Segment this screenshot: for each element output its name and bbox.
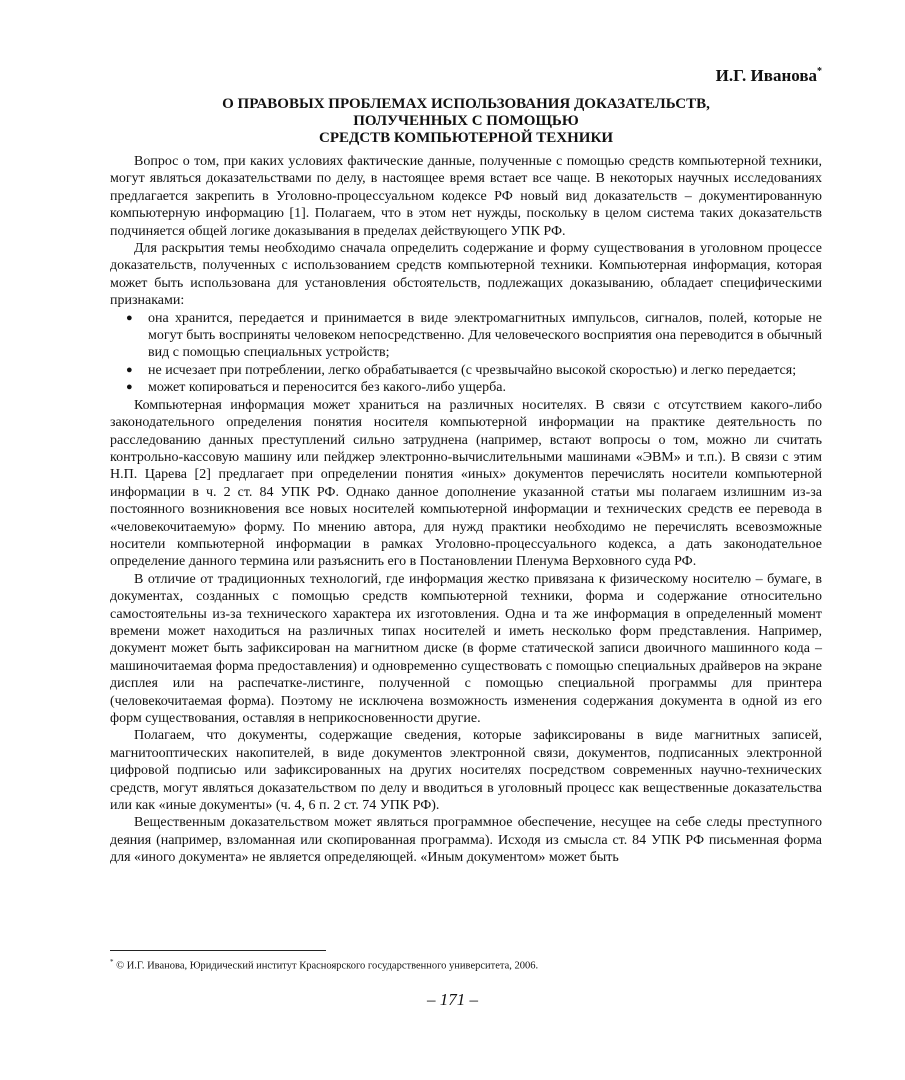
paragraph-6: Вещественным доказательством может являться программное обеспечение, несущее на себе следы преступного деяния (например, взломанная или скопированная программа). Исходя из смысла ст. 84 УПК РФ письменная форма для «иного документа» не является определяющей. «Иным документом» может быть (110, 815, 822, 866)
paragraph-2: Для раскрытия темы необходимо сначала определить содержание и форму существования в уголовном процессе доказательств, полученных с использованием средств компьютерной техники. Компьютерная информация, которая может быть использована для установления обстоятельств, подлежащих доказыванию, обладает специфическими признаками: (110, 241, 822, 309)
footnote (110, 958, 822, 972)
footnote-divider (110, 950, 326, 951)
footnote-marker: * (110, 958, 114, 966)
page-number: – 171 – (427, 990, 478, 1009)
bullet-icon: ● (126, 381, 133, 394)
list-item-text: может копироваться и переносится без какого-либо ущерба. (148, 380, 506, 396)
paragraph-5: Полагаем, что документы, содержащие сведения, которые зафиксированы в виде магнитных записей, магнитооптических накопителей, в виде документов электронной связи, документов, подписанных электронной цифровой подписью или зафиксированных на других носителях посредством современных научно-технических средств, могут являться доказательством по делу и вводиться в уголовный процесс как вещественные доказательства или как «иные документы» (ч. 4, 6 п. 2 ст. 74 УПК РФ). (110, 728, 822, 814)
article-title (110, 96, 822, 147)
list-item-text: не исчезает при потреблении, легко обрабатывается (с чрезвычайно высокой скоростью) и легко передается; (148, 362, 797, 378)
paragraph-4: В отличие от традиционных технологий, где информация жестко привязана к физическому носителю – бумаге, в документах, созданных с помощью средств компьютерной техники, форма и содержание относительно самостоятельны из-за технического характера их изготовления. Одна и та же информация в определенный момент времени может находиться на различных типах носителей и иметь несколько форм представления. Например, документ может быть зафиксирован на магнитном диске (в форме статической записи двоичного машинного кода – машиночитаемая форма предоставления) и одновременно существовать с помощью специальных драйверов на экране дисплея или на распечатке-листинге, полученной с помощью специальной программы для принтера (человекочитаемая форма). Поэтому не исключена возможность изменения содержания документа в одной из его форм существования, оставляя в неприкосновенности другие. (110, 571, 822, 726)
paragraph-3: Компьютерная информация может храниться на различных носителях. В связи с отсутствием какого-либо законодательного определения понятия носителя компьютерной информации на практике деятельность по расследованию данных преступлений сильно затруднена (например, встают вопросы о том, можно ли считать контрольно-кассовую машину или пейджер электронно-вычислительными машинами «ЭВМ» и т.п.). В связи с этим Н.П. Царева [2] предлагает при определении понятия «иных» документов перечислять носители компьютерной информации в ч. 2 ст. 84 УПК РФ. Однако данное дополнение указанной статьи мы полагаем излишним из-за постоянного возникновения все новых носителей компьютерной информации и технических средств ее перевода в «человекочитаемую» форму. По мнению автора, для нужд практики необходимо не перечислять всевозможные носители компьютерной информации в рамках Уголовно-процессуального кодекса, а дать законодательное определение данного термина или разъяснить его в Постановлении Пленума Верховного суда РФ. (110, 397, 822, 570)
author-name: И.Г. Иванова (715, 66, 817, 85)
page-body (110, 66, 822, 867)
feature-list (110, 310, 822, 397)
list-item (126, 379, 822, 396)
title-line: СРЕДСТВ КОМПЬЮТЕРНОЙ ТЕХНИКИ (319, 130, 613, 146)
paragraph-1: Вопрос о том, при каких условиях фактические данные, полученные с помощью средств компьютерной техники, могут являться доказательствами по делу, в настоящее время встает все чаще. В некоторых научных исследованиях предлагается закрепить в Уголовно-процессуальном кодексе РФ новый вид доказательств – документированную компьютерную информацию [1]. Полагаем, что в этом нет нужды, поскольку в целом система таких доказательств подчиняется общей логике доказывания в пределах действующего УПК РФ. (110, 154, 822, 239)
author-footnote-marker: * (817, 66, 822, 77)
bullet-icon: ● (126, 363, 133, 376)
list-item-text: она хранится, передается и принимается в виде электромагнитных импульсов, сигналов, полей, которые не могут быть восприняты человеком непосредственно. Для человеческого восприятия она переводится в обычный вид с помощью специальных устройств; (148, 310, 822, 361)
list-item (126, 310, 822, 362)
bullet-icon: ● (126, 311, 133, 324)
title-line: О ПРАВОВЫХ ПРОБЛЕМАХ ИСПОЛЬЗОВАНИЯ ДОКАЗАТЕЛЬСТВ, (222, 96, 710, 112)
footnote-text: © И.Г. Иванова, Юридический институт Красноярского государственного университета, 2006. (113, 960, 539, 972)
list-item (126, 362, 822, 379)
title-line: ПОЛУЧЕННЫХ С ПОМОЩЬЮ (353, 113, 579, 129)
author-line (110, 66, 822, 86)
